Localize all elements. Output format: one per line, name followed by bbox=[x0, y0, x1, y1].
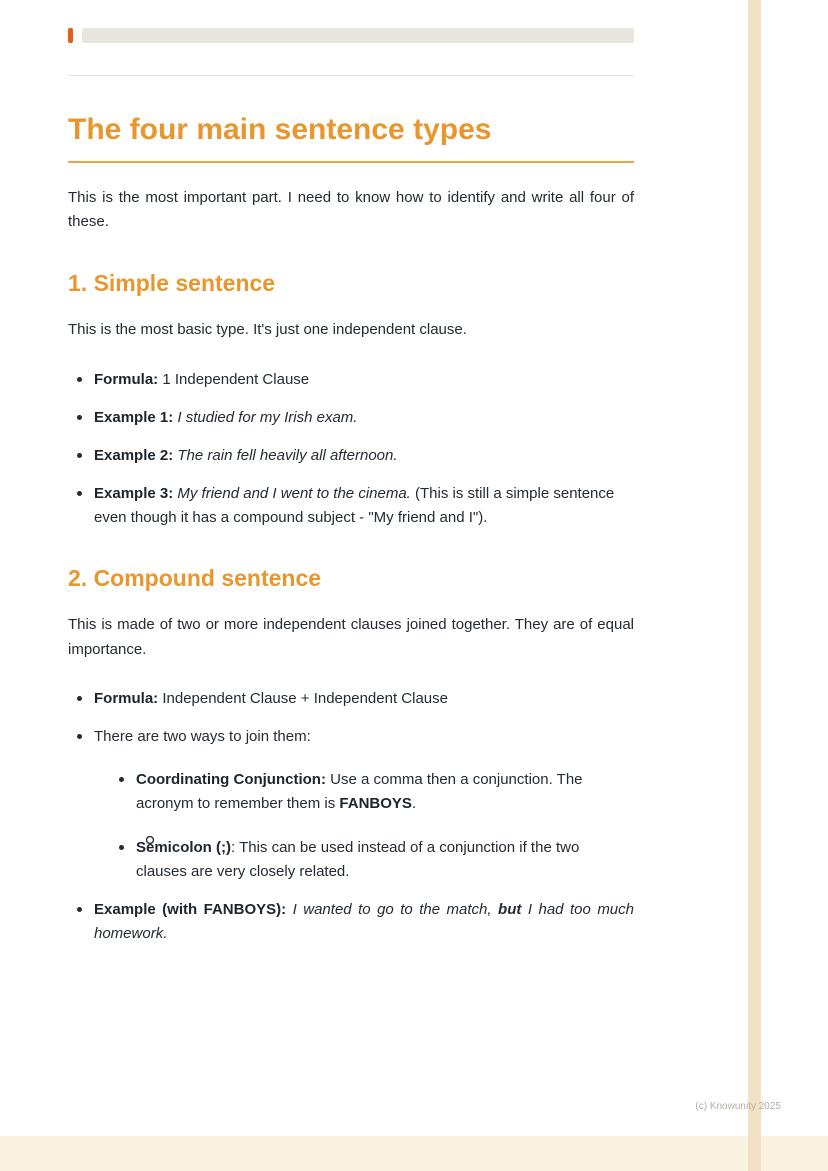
compound-lead-paragraph: This is made of two or more independent clauses joined together. They are of equal importance. bbox=[68, 615, 634, 658]
item-label: Example (with FANBOYS): bbox=[94, 901, 287, 919]
item-text: : This can be used instead of a conjunction if the two clauses are very closely related. bbox=[136, 839, 580, 881]
item-example-text: The rain fell heavily all afternoon. bbox=[173, 446, 398, 464]
item-label: Example 3: bbox=[94, 484, 174, 502]
item-example-text-end: I had too much homework. bbox=[94, 901, 634, 943]
section-heading-compound: 2. Compound sentence bbox=[68, 564, 322, 591]
page-title: The four main sentence types bbox=[68, 113, 492, 146]
item-example-text: I wanted to go to the match, bbox=[286, 901, 499, 919]
item-text: Use a comma then a conjunction. The acronym to remember them is bbox=[136, 771, 583, 813]
coordinating-conjunction-item bbox=[110, 768, 634, 816]
example-3-item bbox=[68, 482, 634, 530]
item-text: There are two ways to join them: bbox=[94, 728, 311, 746]
simple-lead-paragraph: This is the most basic type. It's just one independent clause. bbox=[68, 321, 467, 338]
item-text: 1 Independent Clause bbox=[158, 370, 310, 388]
example-1-item bbox=[68, 406, 634, 430]
section-heading-simple: 1. Simple sentence bbox=[68, 270, 276, 296]
simple-list bbox=[68, 368, 634, 530]
semicolon-item bbox=[110, 836, 634, 884]
item-example-text: My friend and I went to the cinema. bbox=[173, 484, 411, 502]
formula-item bbox=[68, 687, 634, 711]
item-label: Formula: bbox=[94, 690, 159, 708]
item-label: Coordinating Conjunction: bbox=[136, 771, 326, 789]
item-label: Example 2: bbox=[94, 446, 174, 464]
item-note: (This is still a simple sentence even though it has a compound subject - "My friend and I"). bbox=[94, 484, 615, 526]
right-edge-strip bbox=[748, 0, 761, 1171]
ways-item bbox=[68, 725, 634, 884]
intro-paragraph: This is the most important part. I need to know how to identify and write all four of these. bbox=[68, 188, 634, 231]
fanboys-acronym: FANBOYS bbox=[339, 795, 412, 813]
item-text-end: . bbox=[411, 795, 417, 813]
item-example-bold-word: but bbox=[498, 901, 522, 919]
orange-accent-mark bbox=[68, 28, 73, 43]
section-divider bbox=[68, 75, 634, 76]
previous-content-cutoff bbox=[68, 28, 634, 43]
bottom-edge-band bbox=[0, 1136, 828, 1171]
compound-list bbox=[68, 687, 634, 946]
item-label: Formula: bbox=[94, 370, 159, 388]
title-underline bbox=[68, 161, 634, 163]
formula-item bbox=[68, 368, 634, 392]
item-label: Example 1: bbox=[94, 408, 174, 426]
grey-placeholder-bar bbox=[82, 28, 634, 43]
copyright-watermark: (c) Knowunity 2025 bbox=[695, 1101, 781, 1112]
document-content bbox=[68, 0, 634, 946]
item-text: Independent Clause + Independent Clause bbox=[158, 690, 448, 708]
join-methods-list bbox=[110, 768, 634, 884]
example-2-item bbox=[68, 444, 634, 468]
item-example-text: I studied for my Irish exam. bbox=[173, 408, 358, 426]
item-label: Semicolon (;) bbox=[136, 839, 232, 857]
fanboys-example-item bbox=[68, 898, 634, 946]
